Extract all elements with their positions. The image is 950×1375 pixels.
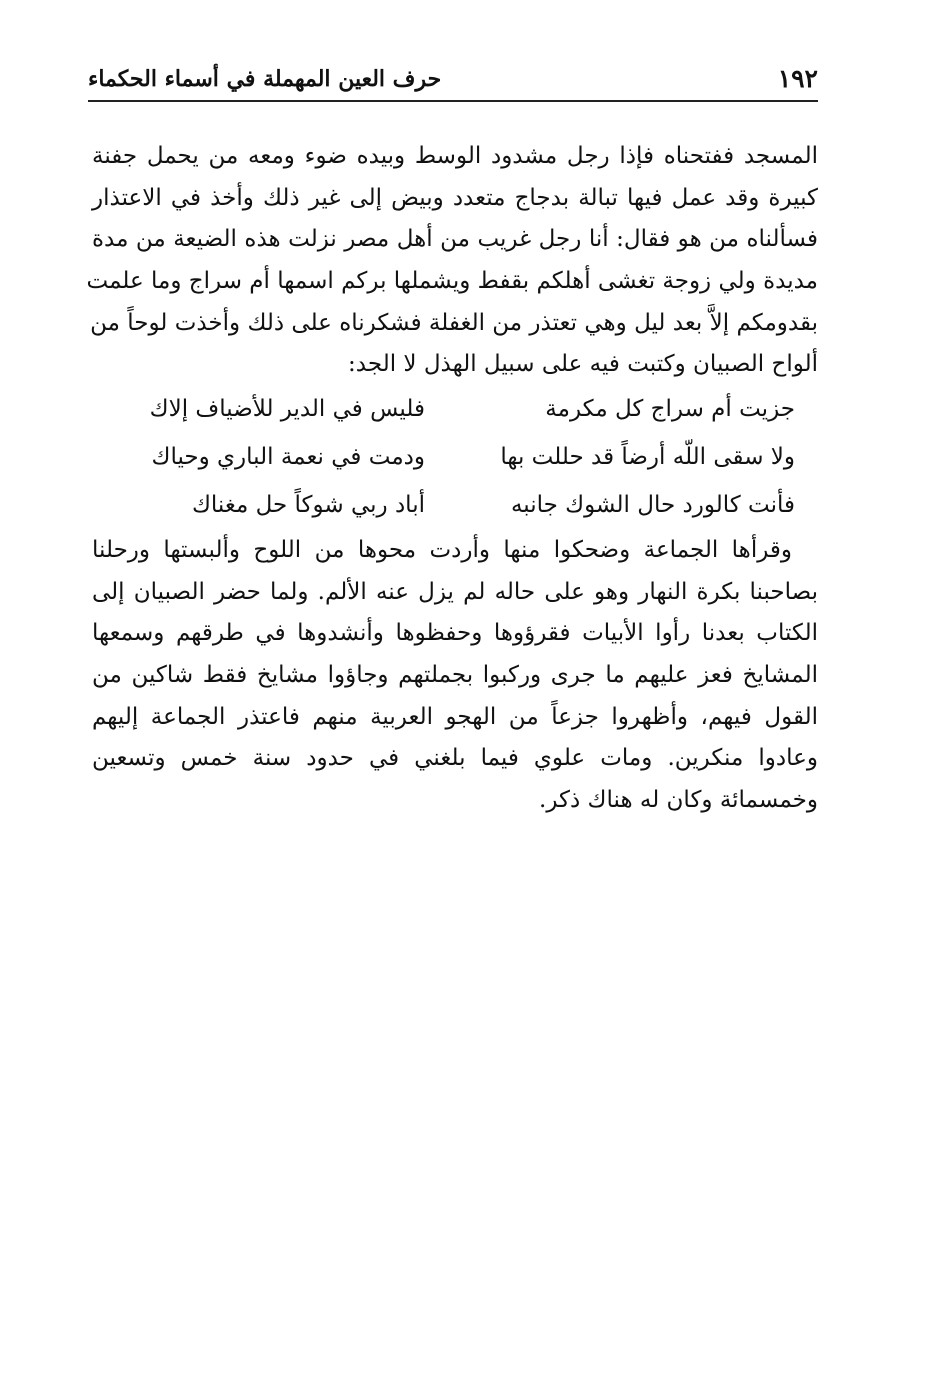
page-number: ١٩٢	[777, 64, 818, 93]
text-line: القول فيهم، وأظهروا جزعاً من الهجو العربية منهم فاعتذر الجماعة إليهم	[92, 703, 818, 730]
text-line: فسألناه من هو فقال: أنا رجل غريب من أهل مصر نزلت هذه الضيعة من مدة	[92, 226, 818, 253]
text-line: المسجد ففتحناه فإذا رجل مشدود الوسط وبيده ضوء ومعه من يحمل جفنة	[92, 143, 818, 169]
poem-verse	[110, 433, 795, 481]
text-line: بقدومكم إلاَّ بعد ليل وهي تعتذر من الغفلة فشكرناه على ذلك وأخذت لوحاً من	[90, 309, 818, 336]
verse-first-hemistich: فأنت كالورد حال الشوك جانبه	[510, 492, 795, 518]
verse-first-hemistich: ولا سقى اللّه أرضاً قد حللت بها	[500, 444, 795, 470]
poem	[110, 385, 795, 529]
verse-second-hemistich: فليس في الدير للأضياف إلاك	[149, 396, 425, 422]
poem-verse	[110, 481, 795, 529]
text-line: المشايخ فعز عليهم ما جرى وركبوا بجملتهم وجاؤوا مشايخ فقط شاكين من	[92, 662, 818, 689]
text-line: ألواح الصبيان وكتبت فيه على سبيل الهذل لا الجد:	[348, 351, 818, 378]
text-line: وقرأها الجماعة وضحكوا منها وأردت محوها من اللوح وألبستها ورحلنا	[92, 537, 792, 563]
page-header	[88, 60, 818, 102]
verse-second-hemistich: أباد ربي شوكاً حل مغناك	[191, 492, 425, 518]
text-line: مديدة ولي زوجة تغشى أهلكم بقفط ويشملها بركم اسمها أم سراج وما علمت	[86, 268, 818, 295]
verse-second-hemistich: ودمت في نعمة الباري وحياك	[151, 444, 425, 470]
text-line: الكتاب بعدنا رأوا الأبيات فقرؤوها وحفظوها وأنشدوها في طرقهم وسمعها	[92, 620, 818, 647]
text-line: بصاحبنا بكرة النهار وهو على حاله لم يزل عنه الألم. ولما حضر الصبيان إلى	[92, 578, 818, 605]
verse-first-hemistich: جزيت أم سراج كل مكرمة	[545, 396, 795, 422]
paragraph-2	[92, 530, 818, 822]
paragraph-1	[86, 136, 818, 386]
poem-verse	[110, 385, 795, 433]
running-title: حرف العين المهملة في أسماء الحكماء	[88, 66, 442, 92]
text-line: وعادوا منكرين. ومات علوي فيما بلغني في حدود سنة خمس وتسعين	[92, 745, 818, 772]
text-line: وخمسمائة وكان له هناك ذكر.	[539, 787, 818, 814]
text-line: كبيرة وقد عمل فيها تبالة بدجاج متعدد وبيض إلى غير ذلك وأخذ في الاعتذار	[92, 184, 818, 211]
